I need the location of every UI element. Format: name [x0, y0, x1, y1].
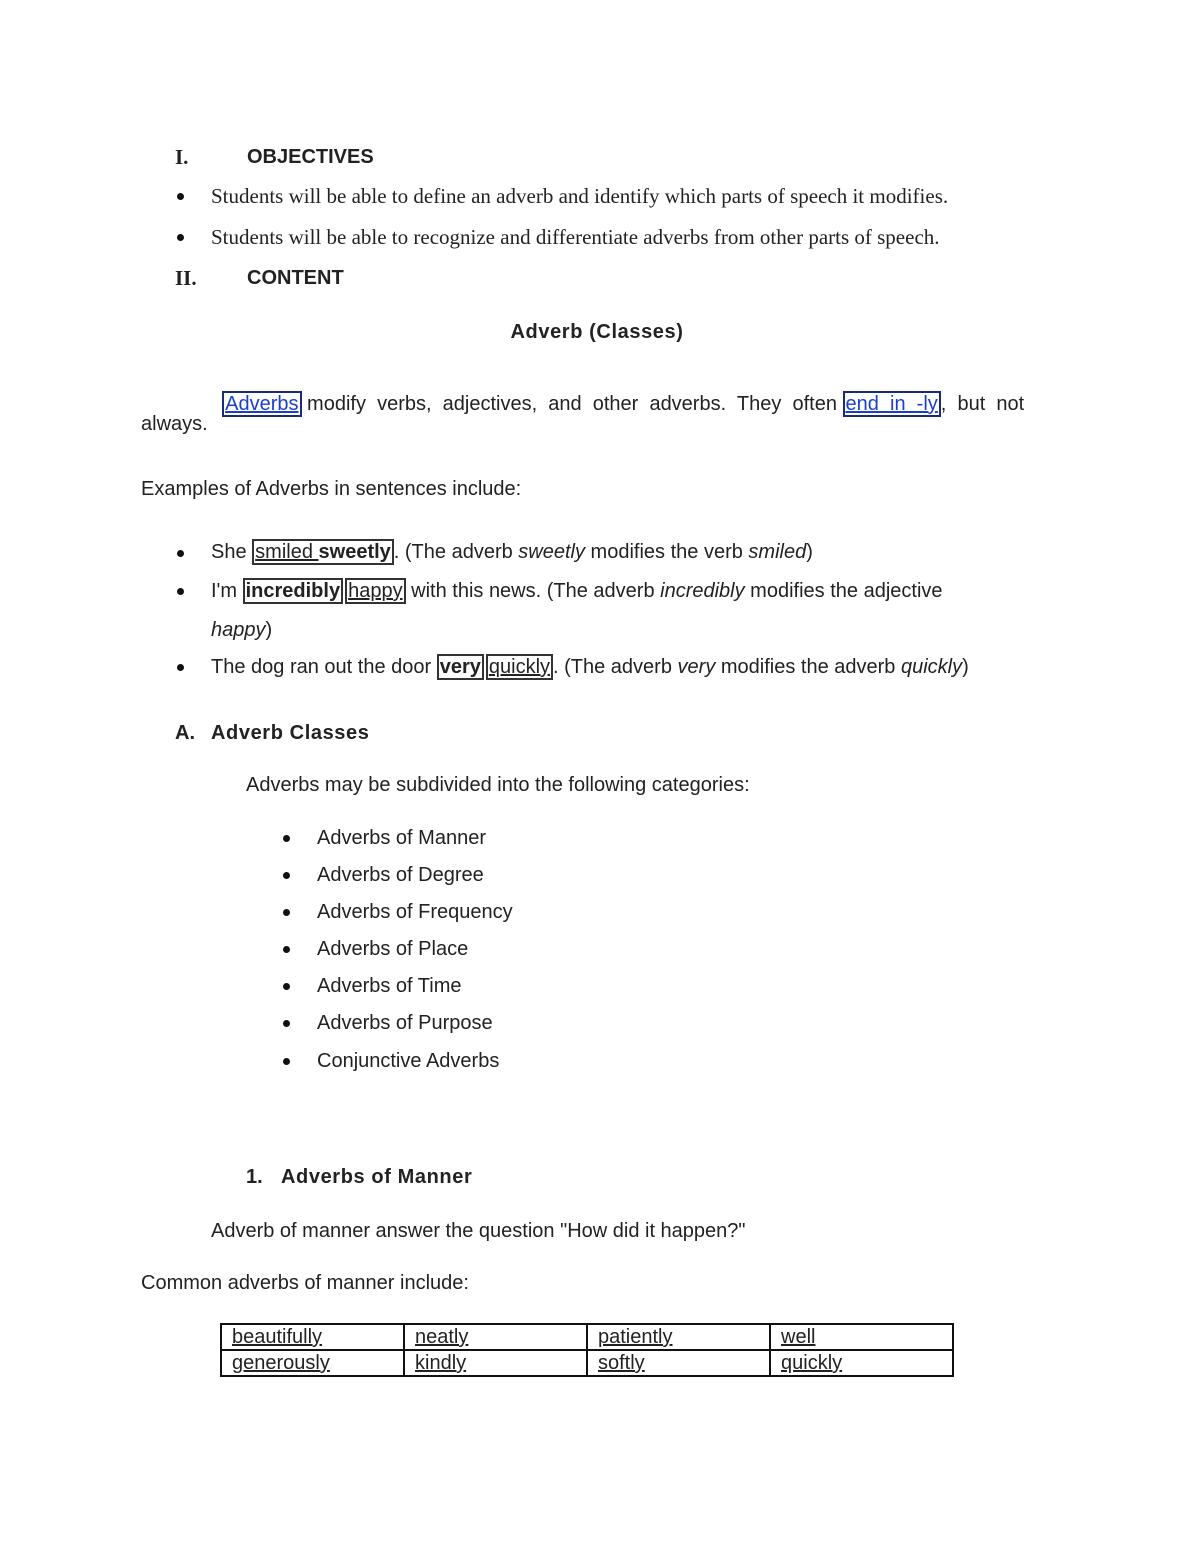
category-item: Adverbs of Manner — [317, 827, 486, 849]
objective-item-2: Students will be able to recognize and differentiate adverbs from other parts of speech. — [211, 225, 940, 249]
table-cell — [770, 1324, 953, 1350]
table-cell-text: generously — [232, 1352, 330, 1374]
manner-adverbs-table — [220, 1323, 954, 1377]
example-adverb: very — [437, 654, 484, 680]
bullet-icon — [177, 588, 184, 595]
section-a-label: A. — [175, 722, 195, 744]
section-numeral-ii: II. — [175, 266, 197, 290]
content-heading: CONTENT — [247, 267, 344, 289]
bullet-icon — [177, 550, 184, 557]
category-item: Adverbs of Place — [317, 938, 469, 960]
objective-item-1: Students will be able to define an adverb and identify which parts of speech it modifies. — [211, 184, 949, 208]
bullet-icon — [283, 946, 290, 953]
manner-question: Adverb of manner answer the question "How did it happen?" — [211, 1220, 746, 1242]
page-title: Adverb (Classes) — [510, 321, 684, 343]
category-item: Adverbs of Purpose — [317, 1012, 493, 1034]
bullet-icon — [177, 664, 184, 671]
bullet-icon — [177, 193, 184, 200]
bullet-icon — [283, 1058, 290, 1065]
example-italic: very — [677, 656, 716, 678]
category-item: Adverbs of Frequency — [317, 901, 513, 923]
example-text: modifies the adverb — [715, 656, 901, 678]
table-cell — [221, 1350, 404, 1376]
example-italic: smiled — [748, 541, 807, 563]
table-cell — [770, 1350, 953, 1376]
intro-line-2: always. — [141, 413, 208, 435]
table-cell-text: patiently — [598, 1326, 673, 1348]
example-italic: quickly — [900, 656, 963, 678]
table-cell-text: quickly — [781, 1352, 843, 1374]
example-italic: incredibly — [660, 580, 745, 602]
example-text: ) — [265, 619, 273, 641]
example-text: She — [211, 541, 253, 563]
example-2-continued — [211, 620, 272, 640]
category-item: Adverbs of Degree — [317, 864, 484, 886]
example-adjective: happy — [345, 578, 406, 604]
table-cell-text: neatly — [415, 1326, 469, 1348]
table-cell-text: well — [781, 1326, 816, 1348]
table-cell — [587, 1324, 770, 1350]
intro-line-1 — [211, 374, 1060, 414]
example-verb: smiled — [255, 541, 319, 563]
example-text: with this news. (The adverb — [405, 580, 661, 602]
section-a-intro: Adverbs may be subdivided into the following categories: — [246, 774, 750, 796]
table-row — [221, 1350, 953, 1376]
example-text: ) — [962, 656, 969, 678]
intro-text-2: , but not — [940, 393, 1025, 415]
category-item: Conjunctive Adverbs — [317, 1050, 500, 1072]
example-text: modifies the adjective — [744, 580, 943, 602]
table-cell — [221, 1324, 404, 1350]
table-row — [221, 1324, 953, 1350]
section-numeral-i: I. — [175, 145, 189, 169]
bullet-icon — [283, 983, 290, 990]
example-text: . (The adverb — [553, 656, 678, 678]
table-cell-text: softly — [598, 1352, 645, 1374]
table-cell-text: beautifully — [232, 1326, 323, 1348]
example-3 — [211, 657, 969, 677]
example-text: I'm — [211, 580, 243, 602]
examples-intro: Examples of Adverbs in sentences include: — [141, 478, 522, 500]
end-in-ly-link[interactable]: end in -ly — [843, 391, 941, 417]
example-italic: happy — [211, 619, 266, 641]
bullet-icon — [177, 234, 184, 241]
section-1-label: 1. — [246, 1166, 263, 1188]
example-text: modifies the verb — [585, 541, 749, 563]
example-text: The dog ran out the door — [211, 656, 437, 678]
example-adverb: sweetly — [318, 541, 391, 563]
example-adverb-modified: quickly — [486, 654, 553, 680]
bullet-icon — [283, 1020, 290, 1027]
example-2 — [211, 581, 943, 601]
manner-common-intro: Common adverbs of manner include: — [141, 1272, 469, 1294]
table-cell — [404, 1324, 587, 1350]
adverbs-link[interactable]: Adverbs — [222, 391, 301, 417]
table-cell — [587, 1350, 770, 1376]
bullet-icon — [283, 835, 290, 842]
category-item: Adverbs of Time — [317, 975, 462, 997]
bullet-icon — [283, 909, 290, 916]
bullet-icon — [283, 872, 290, 879]
section-a-heading: Adverb Classes — [211, 722, 370, 744]
table-cell-text: kindly — [415, 1352, 467, 1374]
example-italic: sweetly — [518, 541, 585, 563]
example-1 — [211, 542, 813, 562]
example-text: . (The adverb — [393, 541, 519, 563]
table-cell — [404, 1350, 587, 1376]
highlight-box — [252, 539, 394, 565]
intro-text-1: modify verbs, adjectives, and other adverbs. They often — [301, 393, 843, 415]
objectives-heading: OBJECTIVES — [247, 146, 374, 168]
section-1-heading: Adverbs of Manner — [281, 1166, 473, 1188]
example-adverb: incredibly — [243, 578, 343, 604]
example-text: ) — [806, 541, 813, 563]
